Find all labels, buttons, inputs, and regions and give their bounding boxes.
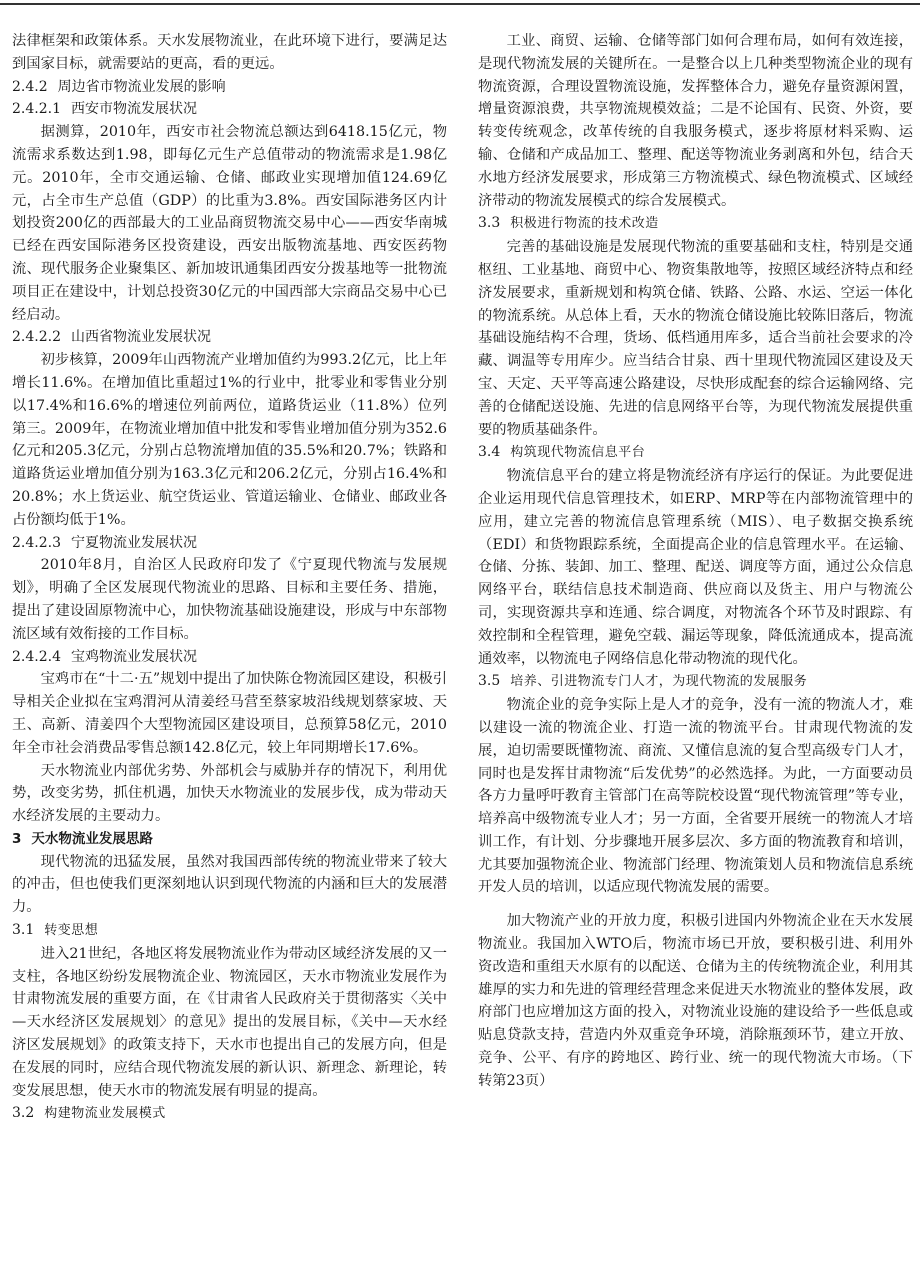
section-heading	[12, 828, 447, 851]
body-paragraph: 完善的基础设施是发展现代物流的重要基础和支柱，特别是交通枢纽、工业基地、商贸中心、物资集散地等，按照区域经济特点和经济发展要求，重新规划和构筑仓储、铁路、公路、水运、空运一体化的物流系统。从总体上看，天水的物流仓储设施比较陈旧落后，物流基础设施结构不合理，货场、低档通用库多，适合当前社会要求的冷藏、调温等专用库少。应当结合甘泉、西十里现代物流园区建设及天宝、天定、天平等高速公路建设，尽快形成配套的综合运输网络、完善的仓储配送设施、先进的信息网络平台等，为现代物流发展提供重要的物质基础条件。	[478, 239, 913, 438]
section-title: 西安市物流发展状况	[70, 101, 197, 118]
section-heading	[12, 646, 447, 669]
section-number: 2.4.2.3	[12, 534, 61, 551]
section-number: 3.3	[478, 215, 501, 232]
paragraph-gap	[478, 899, 913, 910]
body-paragraph: 现代物流的迅猛发展，虽然对我国西部传统的物流业带来了较大的冲击，但也使我们更深刻地认识到现代物流的内涵和巨大的发展潜力。	[12, 853, 447, 916]
left-column	[12, 30, 447, 1126]
section-title: 积极进行物流的技术改造	[510, 216, 659, 232]
right-column	[478, 30, 913, 1093]
body-paragraph: 据测算，2010年，西安市社会物流总额达到6418.15亿元，物流需求系数达到1.98，即每亿元生产总值带动的物流需求是1.98亿元。2010年，全市交通运输、仓储、邮政业实现增加值124.69亿元，占全市生产总值（GDP）的比重为3.8%。西安国际港务区内计划投资200亿的西部最大的工业品商贸物流交易中心——西安华南城已经在西安国际港务区投资建设，西安出版物流基地、西安医药物流、现代服务企业聚集区、新加坡讯通集团西安分拨基地等一批物流项目正在建设中，计划总投资30亿元的中国西部大宗商品交易中心已经启动。	[12, 124, 447, 323]
section-heading	[12, 532, 447, 555]
body-paragraph: 法律框架和政策体系。天水发展物流业，在此环境下进行，要满足达到国家目标，就需要站的更高，看的更远。	[12, 33, 447, 72]
section-heading	[478, 212, 913, 236]
section-title: 构筑现代物流信息平台	[510, 445, 646, 461]
section-title: 山西省物流业发展状况	[70, 329, 211, 346]
body-paragraph: 宝鸡市在“十二·五”规划中提出了加快陈仓物流园区建设，积极引导相关企业拟在宝鸡渭河从清姜经马营至蔡家坡沿线规划蔡家坡、天王、高新、清姜四个大型物流园区建设项目，总预算58亿元，2010年全市社会消费品零售总额142.8亿元，较上年同期增长17.6%。	[12, 671, 447, 756]
section-number: 3.5	[478, 673, 501, 690]
body-paragraph: 天水物流业内部优劣势、外部机会与威胁并存的情况下，利用优势，改变劣势，抓住机遇，加快天水物流业的发展步伐，成为带动天水经济发展的主要动力。	[12, 762, 447, 825]
section-heading	[12, 1102, 447, 1126]
section-number: 2.4.2.1	[12, 101, 61, 118]
header-rule	[0, 3, 920, 5]
section-number: 2.4.2	[12, 78, 48, 95]
section-number: 2.4.2.4	[12, 648, 61, 665]
section-title: 周边省市物流业发展的影响	[57, 78, 226, 95]
section-number: 3.2	[12, 1105, 35, 1122]
section-title: 天水物流业发展思路	[31, 830, 153, 847]
section-heading	[478, 441, 913, 465]
section-title: 宁夏物流业发展状况	[70, 534, 197, 551]
section-number: 3.4	[478, 444, 501, 461]
section-title: 转变思想	[44, 923, 99, 939]
body-paragraph: 初步核算，2009年山西物流产业增加值约为993.2亿元，比上年增长11.6%。在增加值比重超过1%的行业中，批零业和零售业分别以17.4%和16.6%的增速位列前两位，道路货运业（11.8%）位列第三。2009年，在物流业增加值中批发和零售业增加值分别为352.6亿元和205.3亿元，分别占总物流增加值的35.5%和20.7%；铁路和道路货运业增加值分别为163.3亿元和206.2亿元，分别占16.4%和20.8%；水上货运业、航空货运业、管道运输业、仓储业、邮政业各占份额均低于1%。	[12, 352, 447, 528]
body-paragraph: 2010年8月，自治区人民政府印发了《宁夏现代物流与发展规划》，明确了全区发展现代物流业的思路、目标和主要任务、措施，提出了建设固原物流中心，加快物流基础设施建设，形成与中东部物流区域有效衔接的工作目标。	[12, 557, 447, 642]
section-heading	[12, 98, 447, 121]
section-number: 2.4.2.2	[12, 329, 61, 346]
section-title: 培养、引进物流专门人才，为现代物流的发展服务	[510, 674, 808, 690]
body-paragraph: 进入21世纪，各地区将发展物流业作为带动区域经济发展的又一支柱，各地区纷纷发展物流企业、物流园区，天水市物流业发展作为甘肃物流发展的重要方面，在《甘肃省人民政府关于贯彻落实〈关中—天水经济区发展规划〉的意见》提出的发展目标，《关中—天水经济区发展规划》的政策支持下，天水市也提出自己的发展方向，但是在发展的同时，应结合现代物流发展的新认识、新理念、新理论，转变发展思想，使天水市的物流发展有明显的提高。	[12, 945, 447, 1099]
body-paragraph: 物流企业的竞争实际上是人才的竞争，没有一流的物流人才，难以建设一流的物流企业、打造一流的物流平台。甘肃现代物流的发展，迫切需要既懂物流、商流、又懂信息流的复合型高级专门人才，同时也是发挥甘肃物流“后发优势”的必然选择。为此，一方面要动员各方力量呼吁教育主管部门在高等院校设置“现代物流管理”等专业，培养高中级物流专业人才；另一方面，全省要开展统一的物流人才培训工作，有计划、分步骤地开展多层次、多方面的物流教育和培训，尤其要加强物流企业、物流部门经理、物流策划人员和物流信息系统开发人员的培训，以适应现代物流发展的需要。	[478, 697, 913, 896]
section-number: 3	[12, 830, 22, 847]
section-heading	[12, 76, 447, 99]
section-heading	[12, 919, 447, 943]
section-title: 宝鸡物流业发展状况	[70, 648, 197, 665]
body-paragraph: 工业、商贸、运输、仓储等部门如何合理布局，如何有效连接，是现代物流发展的关键所在。一是整合以上几种类型物流企业的现有物流资源，合理设置物流设施，发挥整体合力，避免存量资源闲置，增量资源浪费，共享物流规模效益；二是不论国有、民资、外资，要转变传统观念，改革传统的自我服务模式，逐步将原材料采购、运输、仓储和产成品加工、整理、配送等物流业务剥离和外包，结合天水地方经济发展要求，形成第三方物流模式、绿色物流模式、区域经济带动的物流发展模式的综合发展模式。	[478, 33, 913, 209]
body-paragraph: 物流信息平台的建立将是物流经济有序运行的保证。为此要促进企业运用现代信息管理技术，如ERP、MRP等在内部物流管理中的应用，建立完善的物流信息管理系统（MIS）、电子数据交换系统（EDI）和货物跟踪系统，全面提高企业的信息管理水平。在运输、仓储、分拣、装卸、加工、整理、配送、调度等方面，通过公众信息网络平台，联结信息技术制造商、供应商以及货主、用户与物流公司，实现资源共享和连通、综合调度，对物流各个环节及时跟踪、有效控制和全程管理，避免空载、漏运等现象，降低流通成本，提高流通效率，以物流电子网络信息化带动物流的现代化。	[478, 468, 913, 667]
body-paragraph: 加大物流产业的开放力度，积极引进国内外物流企业在天水发展物流业。我国加入WTO后，物流市场已开放，要积极引进、利用外资改造和重组天水原有的以配送、仓储为主的传统物流企业，利用其雄厚的实力和先进的管理经营理念来促进天水物流业的整体发展，政府部门也应增加这方面的投入，对物流业设施的建设给予一些低息或贴息贷款支持，营造内外双重竞争环境，消除瓶颈环节，建立开放、竞争、公平、有序的跨地区、跨行业、统一的现代物流大市场。（下转第23页）	[478, 913, 913, 1089]
section-number: 3.1	[12, 922, 35, 939]
section-heading	[12, 326, 447, 349]
section-title: 构建物流业发展模式	[44, 1106, 166, 1122]
section-heading	[478, 670, 913, 694]
